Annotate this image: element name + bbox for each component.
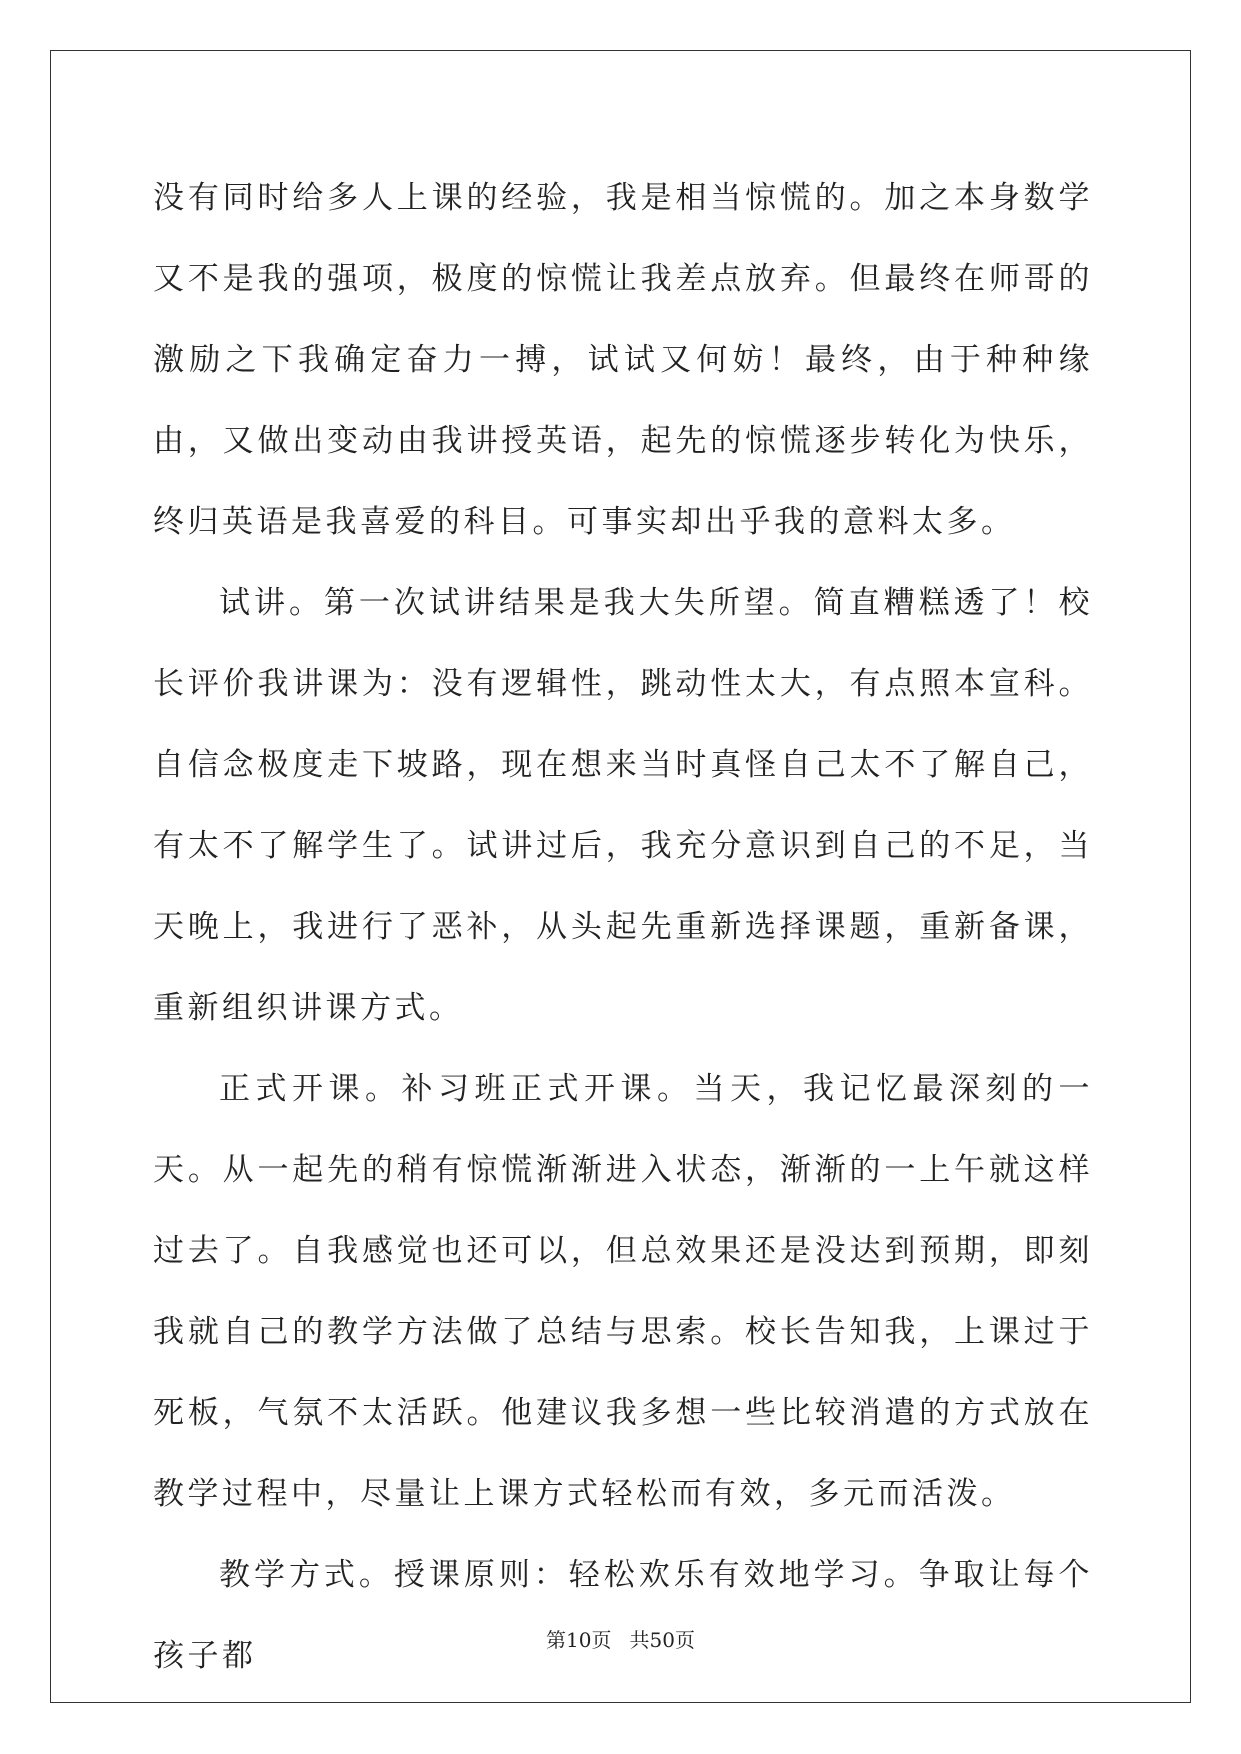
paragraph-4: 教学方式。授课原则：轻松欢乐有效地学习。争取让每个孩子都 — [153, 1557, 1093, 1674]
paragraph-3: 正式开课。补习班正式开课。当天，我记忆最深刻的一天。从一起先的稍有惊慌渐渐进入状态，渐渐的一上午就这样过去了。自我感觉也还可以，但总效果还是没达到预期，即刻我就自己的教学方法做了总结与思索。校长告知我，上课过于死板，气氛不太活跃。他建议我多想一些比较消遣的方式放在教学过程中，尽量让上课方式轻松而有效，多元而活泼。 — [153, 1071, 1093, 1512]
page-footer — [0, 1626, 1241, 1654]
current-page-label: 第10页 — [546, 1628, 612, 1652]
paragraph-2: 试讲。第一次试讲结果是我大失所望。简直糟糕透了！校长评价我讲课为：没有逻辑性，跳动性太大，有点照本宣科。自信念极度走下坡路，现在想来当时真怪自己太不了解自己，有太不了解学生了。试讲过后，我充分意识到自己的不足，当天晚上，我进行了恶补，从头起先重新选择课题，重新备课，重新组织讲课方式。 — [153, 585, 1093, 1026]
paragraph-1: 没有同时给多人上课的经验，我是相当惊慌的。加之本身数学又不是我的强项，极度的惊慌让我差点放弃。但最终在师哥的激励之下我确定奋力一搏，试试又何妨！最终，由于种种缘由，又做出变动由我讲授英语，起先的惊慌逐步转化为快乐，终归英语是我喜爱的科目。可事实却出乎我的意料太多。 — [153, 180, 1093, 540]
total-pages-label: 共50页 — [629, 1628, 695, 1652]
document-body — [153, 158, 1093, 1697]
